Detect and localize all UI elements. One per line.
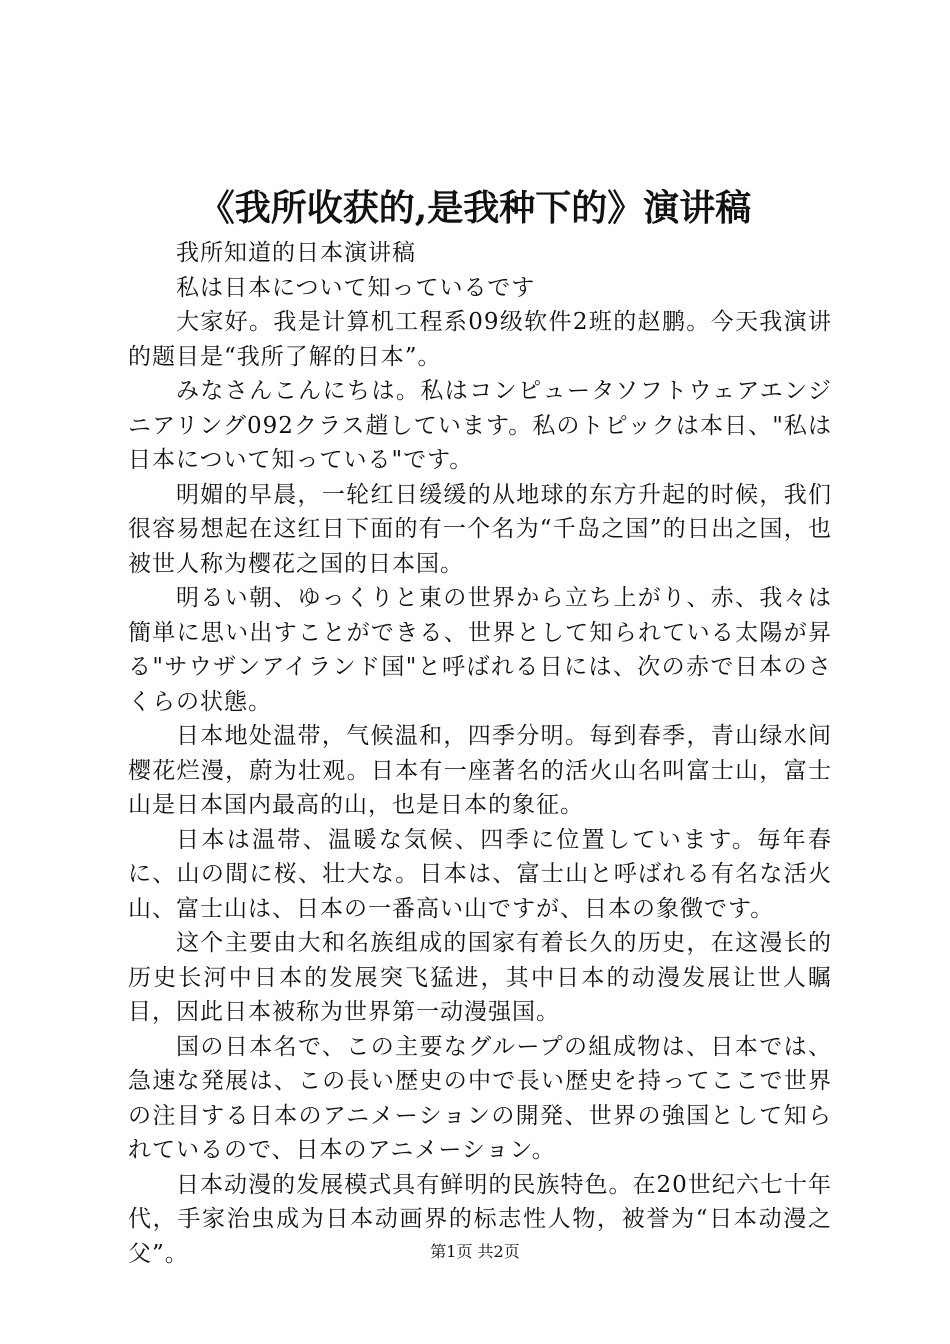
paragraph: 日本地处温带，气候温和，四季分明。每到春季，青山绿水间樱花烂漫，蔚为壮观。日本有一座著名的活火山名叫富士山，富士山是日本国内最高的山，也是日本的象征。 [128, 723, 832, 818]
paragraph: みなさんこんにちは。私はコンピュータソフトウェアエンジニアリング092クラス趙しています。私のトピックは本日、"私は日本について知っている"です。 [128, 378, 832, 473]
document-body [128, 236, 832, 1271]
paragraph: 大家好。我是计算机工程系09级软件2班的赵鹏。今天我演讲的题目是“我所了解的日本”。 [128, 309, 832, 370]
paragraph: 我所知道的日本演讲稿 [176, 240, 416, 266]
paragraph: 日本は温帯、温暖な気候、四季に位置しています。毎年春に、山の間に桜、壮大な。日本は、富士山と呼ばれる有名な活火山、富士山は、日本の一番高い山ですが、日本の象徴です。 [128, 826, 832, 922]
paragraph: 国の日本名で、この主要なグループの組成物は、日本では、急速な発展は、この長い歴史の中で長い歴史を持ってここで世界の注目する日本のアニメーションの開発、世界の強国として知られているので、日本のアニメーション。 [128, 1033, 832, 1163]
paragraph: 这个主要由大和名族组成的国家有着长久的历史，在这漫长的历史长河中日本的发展突飞猛进，其中日本的动漫发展让世人瞩目，因此日本被称为世界第一动漫强国。 [128, 930, 832, 1025]
paragraph: 私は日本について知っているです [176, 274, 536, 301]
paragraph: 日本动漫的发展模式具有鲜明的民族特色。在20世纪六七十年代，手家治虫成为日本动画界的标志性人物，被誉为“日本动漫之父”。 [128, 1171, 832, 1267]
page-number-footer: 第1页 共2页 [430, 1242, 520, 1261]
document-title: 《我所收获的,是我种下的》演讲稿 [198, 187, 752, 229]
paragraph: 明るい朝、ゆっくりと東の世界から立ち上がり、赤、我々は簡単に思い出すことができる、世界として知られている太陽が昇る"サウザンアイランド国"と呼ばれる日には、次の赤で日本のさくらの状態。 [128, 585, 832, 715]
paragraph: 明媚的早晨，一轮红日缓缓的从地球的东方升起的时候，我们很容易想起在这红日下面的有一个名为“千岛之国”的日出之国，也被世人称为樱花之国的日本国。 [128, 481, 832, 577]
